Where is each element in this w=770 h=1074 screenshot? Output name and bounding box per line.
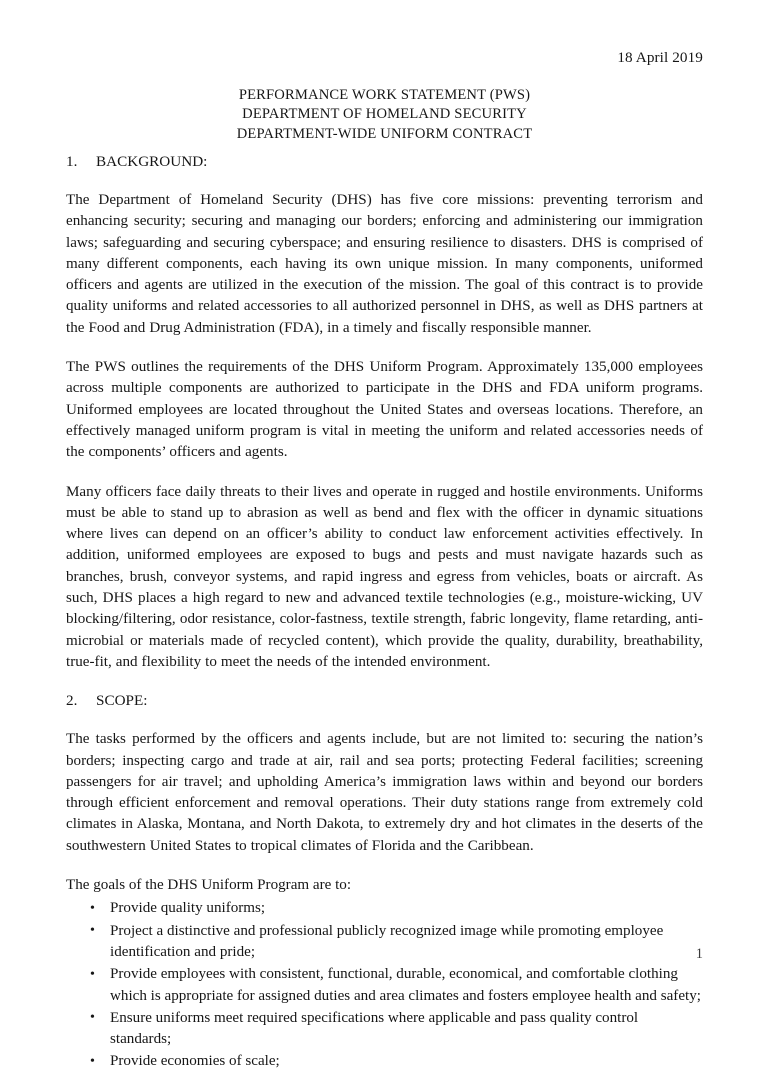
- bullet-icon: •: [90, 900, 95, 916]
- title-line-2: DEPARTMENT OF HOMELAND SECURITY: [242, 106, 527, 123]
- title-line-3: DEPARTMENT-WIDE UNIFORM CONTRACT: [236, 125, 533, 142]
- title-line-1: PERFORMANCE WORK STATEMENT (PWS): [238, 87, 531, 103]
- document-date: 18 April 2019: [617, 49, 703, 66]
- section-title-1: BACKGROUND:: [96, 153, 208, 170]
- paragraph-scope-1: The tasks performed by the officers and agents include, but are not limited to: securing the nation’s borders; inspecting cargo and trade at air, rail and sea ports; protecting Federal facilities; screening passengers for air travel; and upholding America’s immigration laws within and beyond our borders through efficient enforcement and removal operations. Their duty stations range from extremely cold climates in Alaska, Montana, and North Dakota, to extremely dry and hot climates in the deserts of the southwestern United States to tropical climates of Florida and the Caribbean.: [66, 731, 703, 854]
- section-number-1: 1.: [66, 153, 78, 170]
- goals-lead-in: The goals of the DHS Uniform Program are to:: [66, 877, 352, 894]
- document-body: [66, 152, 703, 1074]
- list-item-text: Provide economies of scale;: [110, 1053, 280, 1070]
- section-title-2: SCOPE:: [96, 692, 148, 710]
- list-item-text: Provide quality uniforms;: [110, 900, 266, 917]
- list-item: [66, 1008, 703, 1051]
- list-item-text: Ensure uniforms meet required specifications where applicable and pass quality control standards;: [110, 1009, 639, 1048]
- paragraph-background-2: The PWS outlines the requirements of the DHS Uniform Program. Approximately 135,000 employees across multiple components are authorized to participate in the DHS and FDA uniform programs. Uniformed employees are located throughout the United States and overseas locations. Therefore, an effectively managed uniform program is vital in meeting the uniform and related accessories needs of the components’ officers and agents.: [66, 359, 703, 461]
- bullet-icon: •: [90, 923, 95, 939]
- document-title-block: [66, 86, 703, 144]
- paragraph-background-1: The Department of Homeland Security (DHS) has five core missions: preventing terrorism and enhancing security; securing and managing our borders; enforcing and administering our immigration laws; safeguarding and securing cyberspace; and ensuring resilience to disasters. DHS is comprised of many different components, each having its own unique mission. In many components, uniformed officers and agents are utilized in the execution of the mission. The goal of this contract is to provide quality uniforms and related accessories to all authorized personnel in DHS, as well as DHS partners at the Food and Drug Administration (FDA), in a timely and fiscally responsible manner.: [66, 192, 703, 336]
- bullet-icon: •: [90, 966, 95, 982]
- page-number: 1: [695, 946, 703, 962]
- list-item-text: Project a distinctive and professional publicly recognized image while promoting employee identification and pride;: [110, 922, 664, 960]
- list-item: [66, 964, 703, 1007]
- bullet-icon: •: [90, 1010, 95, 1026]
- section-heading-scope: [66, 691, 703, 711]
- bullet-icon: •: [90, 1053, 95, 1069]
- section-heading-background: [66, 152, 703, 172]
- paragraph-background-3: Many officers face daily threats to their lives and operate in rugged and hostile environments. Uniforms must be able to stand up to abrasion as well as bend and flex with the officer in dynamic situations where lives can depend on an officer’s ability to conduct law enforcement activities effectively. In addition, uniformed employees are exposed to bugs and pests and must navigate hazards such as branches, brush, conveyor systems, and rapid ingress and egress from vehicles, boats or aircraft. As such, DHS places a high regard to new and advanced textile technologies (e.g., moisture-wicking, UV blocking/filtering, odor resistance, color-fastness, textile strength, fabric longevity, flame retarding, anti-microbial or materials made of recycled content), which provide the quality, durability, breathability, true-fit, and flexibility to meet the needs of the intended environment.: [66, 483, 703, 670]
- list-item-text: Provide employees with consistent, functional, durable, economical, and comfortable clothing which is appropriate for assigned duties and area climates and fosters employee health and safety;: [110, 966, 701, 1004]
- list-item: [66, 1051, 703, 1072]
- goals-list: [66, 898, 703, 1072]
- section-number-2: 2.: [66, 692, 78, 710]
- list-item: [66, 898, 703, 919]
